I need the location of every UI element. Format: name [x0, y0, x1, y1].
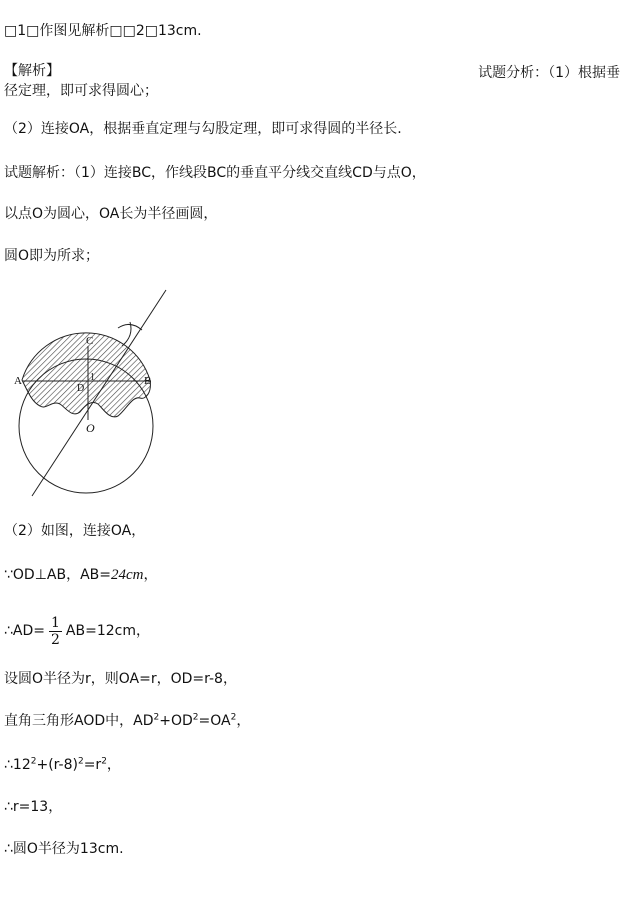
square-exp: 2 [192, 712, 199, 723]
square-exp: 2 [30, 756, 37, 767]
construction-arc-1 [118, 324, 142, 330]
analysis-summary-cont: 径定理，即可求得圆心； [4, 83, 158, 99]
step5-d: ， [236, 713, 251, 729]
square-exp: 2 [153, 712, 160, 723]
square-exp: 2 [101, 756, 107, 767]
step5-c: =OA [198, 713, 231, 729]
geometry-figure [0, 270, 200, 505]
part2-step-1: （2）如图，连接OA， [4, 523, 146, 539]
part2-step-6 [4, 756, 121, 774]
solution-step-3: 圆O即为所求； [4, 248, 100, 264]
part2-step-3 [4, 614, 150, 648]
part2-step-3-post: AB=12cm， [65, 623, 150, 639]
step6-a: ∴12 [4, 757, 31, 773]
part2-step-7: ∴r=13， [4, 799, 63, 815]
part2-step-8: ∴圆O半径为13cm. [4, 841, 124, 857]
step6-d: ， [106, 757, 121, 773]
part2-step-2 [4, 566, 158, 584]
square-exp: 2 [77, 756, 84, 767]
fraction-denominator: 2 [51, 631, 60, 648]
step6-c: =r [83, 757, 102, 773]
analysis-part-2: （2）连接OA，根据垂直定理与勾股定理，即可求得圆的半径长. [4, 121, 402, 137]
part2-step-2-value: 24cm [111, 567, 144, 583]
part2-step-3-pre: ∴AD= [4, 623, 45, 639]
analysis-header: 【解析】 [4, 63, 60, 79]
analysis-summary: 试题分析：（1）根据垂 [478, 65, 620, 81]
solution-step-1: 试题解析：（1）连接BC，作线段BC的垂直平分线交直线CD与点O， [4, 165, 426, 181]
fraction-numerator: 1 [51, 614, 60, 631]
fraction-half [49, 615, 62, 648]
part2-step-2-post: ， [143, 567, 158, 583]
part2-step-4: 设圆O半径为r，则OA=r，OD=r-8， [4, 671, 237, 687]
answer-line: □1□作图见解析□□2□13cm. [4, 23, 202, 39]
label-angle-1: 1 [90, 372, 95, 383]
solution-step-2: 以点O为圆心，OA长为半径画圆， [4, 206, 218, 222]
label-d: D [77, 383, 85, 394]
label-a: A [14, 375, 22, 387]
square-exp: 2 [230, 712, 237, 723]
part2-step-2-pre: ∵OD⊥AB，AB= [4, 567, 111, 583]
label-b: B [144, 375, 152, 387]
step5-b: +OD [159, 713, 193, 729]
part2-step-5 [4, 712, 250, 730]
step5-a: 直角三角形AOD中，AD [4, 713, 154, 729]
step6-b: +(r-8) [36, 757, 78, 773]
label-o: O [86, 421, 95, 435]
label-c: C [86, 335, 94, 347]
